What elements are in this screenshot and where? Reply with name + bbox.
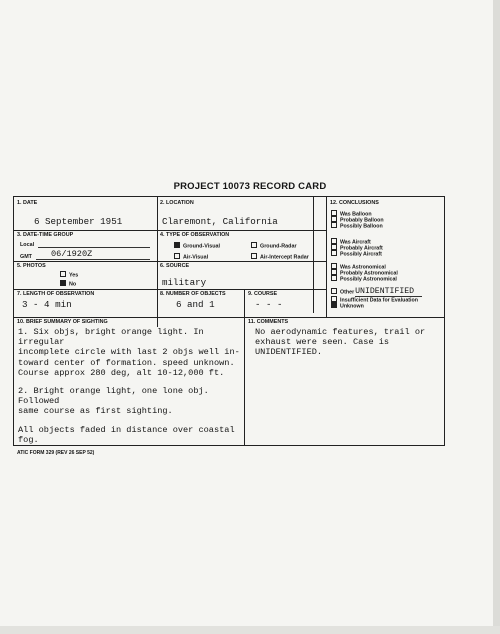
photos-label: 5. PHOTOS xyxy=(17,263,46,269)
checkbox xyxy=(331,275,337,281)
divider xyxy=(157,197,158,327)
conclusion-option: Probably Astronomical xyxy=(331,270,398,276)
date-label: 1. DATE xyxy=(17,200,38,206)
dtg-local-line xyxy=(38,247,150,248)
summary-paragraph: 2. Bright orange light, one lone obj. Followed same course as first sighting. xyxy=(18,386,209,417)
length-label: 7. LENGTH OF OBSERVATION xyxy=(17,291,95,297)
checkbox xyxy=(174,253,180,259)
type-option: Air-Intercept Radar xyxy=(251,254,309,260)
location-label: 2. LOCATION xyxy=(160,200,194,206)
type-option: Ground-Visual xyxy=(174,243,220,249)
scan-bottom-edge xyxy=(0,626,500,634)
scan-edge xyxy=(493,0,500,634)
checkbox xyxy=(331,288,337,294)
record-card xyxy=(13,196,445,446)
source-value: military xyxy=(162,277,207,288)
conclusion-option-other: OtherUNIDENTIFIED xyxy=(331,289,422,295)
divider xyxy=(14,261,327,262)
conclusion-option: Possibly Balloon xyxy=(331,223,383,229)
dtg-label: 3. DATE-TIME GROUP xyxy=(17,232,74,238)
card-title: PROJECT 10073 RECORD CARD xyxy=(173,181,327,192)
type-option: Air-Visual xyxy=(174,254,208,260)
summary-text xyxy=(18,327,245,453)
type-option: Ground-Radar xyxy=(251,243,297,249)
comments-label: 11. COMMENTS xyxy=(248,319,289,325)
dtg-local-label: Local xyxy=(20,242,35,248)
conclusion-option: Insufficient Data for Evaluation xyxy=(331,297,418,303)
checkbox xyxy=(251,242,257,248)
conclusions-label: 12. CONCLUSIONS xyxy=(330,200,379,206)
summary-paragraph: 1. Six objs, bright orange light. In irregular incomplete circle with last 2 objs well in- toward center of formation. speed unknown. Course approx 280 deg, alt 10-12,000 ft. xyxy=(18,327,240,378)
divider xyxy=(326,197,327,317)
checkbox xyxy=(331,250,337,256)
form-footer: ATIC FORM 329 (REV 26 SEP 52) xyxy=(17,450,95,456)
dtg-gmt-line xyxy=(36,259,150,260)
checkbox xyxy=(331,222,337,228)
photos-yes: Yes xyxy=(60,272,78,278)
conclusion-option: Was Astronomical xyxy=(331,264,386,270)
checkbox xyxy=(60,271,66,277)
divider xyxy=(14,230,327,231)
checkbox-checked xyxy=(60,280,66,286)
source-label: 6. SOURCE xyxy=(160,263,190,269)
conclusion-option: Probably Balloon xyxy=(331,217,384,223)
summary-paragraph: All objects faded in distance over coastal fog. xyxy=(18,424,235,445)
conclusion-option: Possibly Astronomical xyxy=(331,276,397,282)
photos-no: No xyxy=(60,281,76,287)
checkbox xyxy=(251,253,257,259)
comments-text: No aerodynamic features, trail or exhaust were seen. Case is UNIDENTIFIED. xyxy=(255,327,426,358)
dtg-gmt-label: GMT xyxy=(20,254,32,260)
conclusion-option: Unknown xyxy=(331,303,364,309)
date-value: 6 September 1951 xyxy=(34,216,123,227)
length-value: 3 - 4 min xyxy=(22,299,72,310)
type-label: 4. TYPE OF OBSERVATION xyxy=(160,232,230,238)
divider xyxy=(14,317,445,318)
objects-label: 8. NUMBER OF OBJECTS xyxy=(160,291,226,297)
conclusion-option: Was Aircraft xyxy=(331,239,371,245)
conclusion-option: Probably Aircraft xyxy=(331,245,383,251)
divider xyxy=(313,197,314,313)
course-label: 9. COURSE xyxy=(248,291,278,297)
conclusion-option: Was Balloon xyxy=(331,211,372,217)
location-value: Claremont, California xyxy=(162,216,278,227)
conclusion-option: Possibly Aircraft xyxy=(331,251,382,257)
checkbox-checked xyxy=(174,242,180,248)
divider xyxy=(14,289,327,290)
summary-label: 10. BRIEF SUMMARY OF SIGHTING xyxy=(17,319,108,325)
dtg-gmt-value: 06/1920Z xyxy=(51,249,93,259)
checkbox-checked xyxy=(331,302,337,308)
objects-value: 6 and 1 xyxy=(176,299,215,310)
course-value: - - - xyxy=(255,299,283,310)
